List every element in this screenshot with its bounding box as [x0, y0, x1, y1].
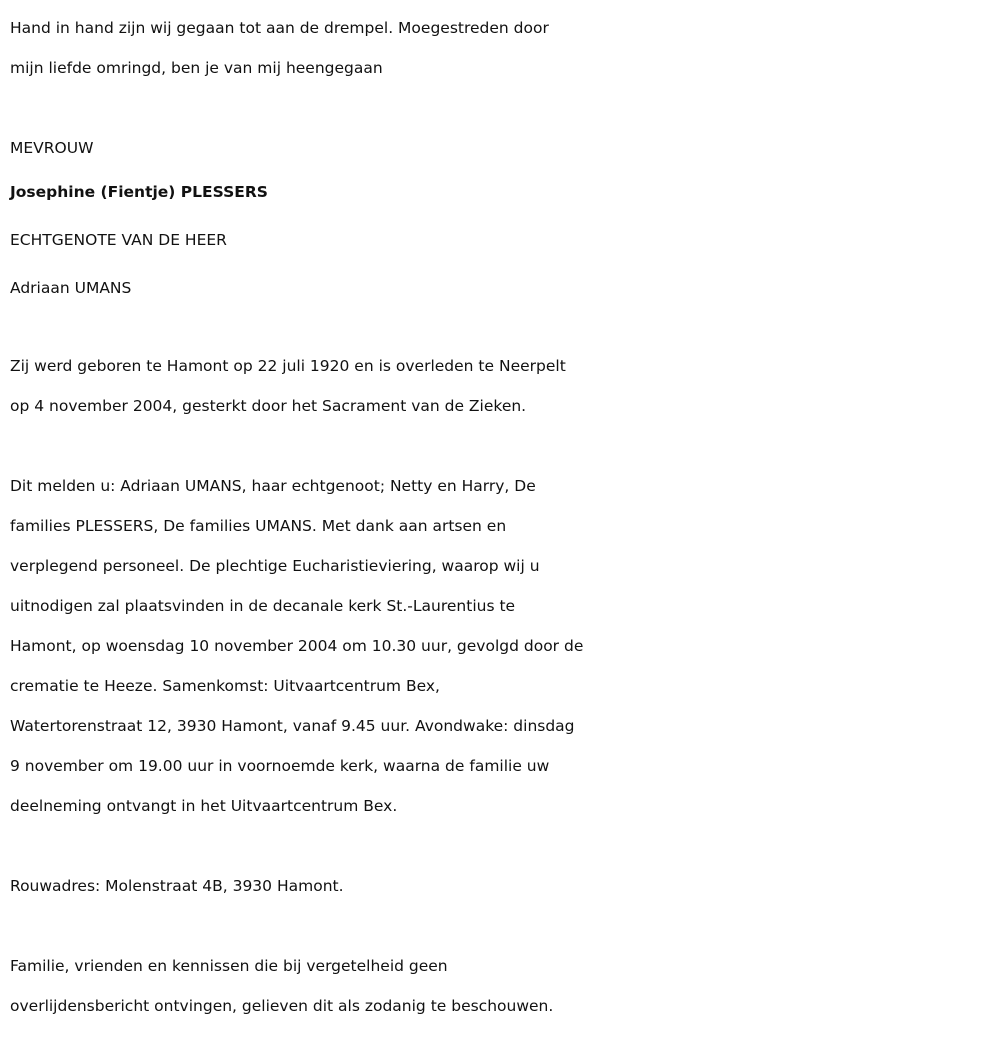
paragraph-line: families PLESSERS, De families UMANS. Met dank aan artsen en — [10, 517, 507, 535]
mourning-address: Rouwadres: Molenstraat 4B, 3930 Hamont. — [10, 877, 344, 895]
paragraph-line: op 4 november 2004, gesterkt door het Sacrament van de Zieken. — [10, 397, 527, 415]
spacer — [10, 88, 990, 128]
salutation: MEVROUW — [10, 139, 94, 157]
spouse-name: Adriaan UMANS — [10, 279, 132, 297]
spacer — [10, 906, 990, 946]
spacer — [10, 826, 990, 866]
paragraph-line: 9 november om 19.00 uur in voornoemde kerk, waarna de familie uw — [10, 757, 550, 775]
paragraph-line: uitnodigen zal plaatsvinden in de decanale kerk St.-Laurentius te — [10, 597, 516, 615]
paragraph-line: Familie, vrienden en kennissen die bij vergetelheid geen — [10, 957, 448, 975]
paragraph-line: crematie te Heeze. Samenkomst: Uitvaartcentrum Bex, — [10, 677, 440, 695]
relation-label: ECHTGENOTE VAN DE HEER — [10, 231, 227, 249]
spacer — [10, 426, 990, 466]
spacer — [10, 312, 990, 346]
address-paragraph — [10, 866, 990, 906]
birth-death-paragraph — [10, 346, 990, 426]
deceased-name: Josephine (Fientje) PLESSERS — [10, 183, 268, 201]
paragraph-line: Zij werd geboren te Hamont op 22 juli 1920 en is overleden te Neerpelt — [10, 357, 566, 375]
announcement-paragraph — [10, 466, 990, 826]
paragraph-line: Dit melden u: Adriaan UMANS, haar echtgenoot; Netty en Harry, De — [10, 477, 536, 495]
paragraph-line: Hamont, op woensdag 10 november 2004 om 10.30 uur, gevolgd door de — [10, 637, 584, 655]
intro-verse — [10, 8, 990, 88]
paragraph-line: Watertorenstraat 12, 3930 Hamont, vanaf 9.45 uur. Avondwake: dinsdag — [10, 717, 575, 735]
intro-line: Hand in hand zijn wij gegaan tot aan de drempel. Moegestreden door — [10, 19, 549, 37]
intro-line: mijn liefde omringd, ben je van mij heengegaan — [10, 59, 383, 77]
paragraph-line: verplegend personeel. De plechtige Eucharistieviering, waarop wij u — [10, 557, 540, 575]
paragraph-line: deelneming ontvangt in het Uitvaartcentrum Bex. — [10, 797, 398, 815]
closing-paragraph — [10, 946, 990, 1026]
obituary-notice — [10, 8, 990, 1026]
paragraph-line: overlijdensbericht ontvingen, gelieven dit als zodanig te beschouwen. — [10, 997, 554, 1015]
person-block — [10, 128, 990, 312]
